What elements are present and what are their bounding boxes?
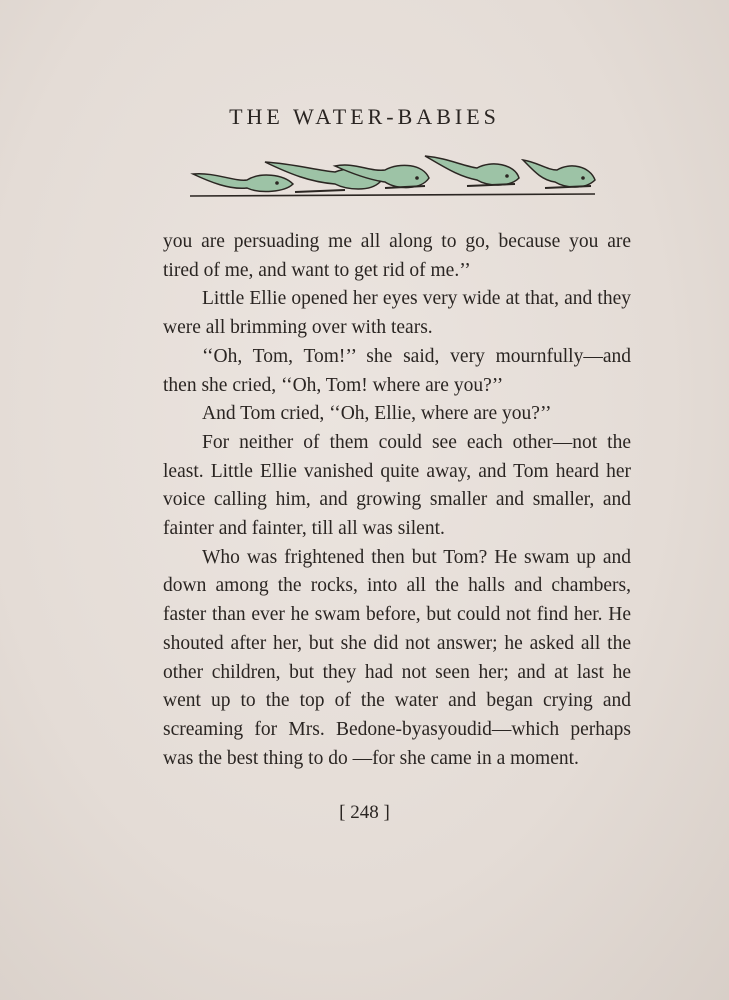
tadpole-icon <box>523 160 595 188</box>
tadpole-border-ornament-icon <box>185 152 605 202</box>
page-number: [ 248 ] <box>339 802 390 823</box>
paragraph: For neither of them could see each other—not the least. Little Ellie vanished quite away, and Tom heard her voice calling him, and growing smaller and smaller, and fainter and fainter, till all was silent. <box>163 431 631 540</box>
body-text <box>163 228 631 773</box>
paragraph: you are persuading me all along to go, because you are tired of me, and want to get rid of me.’’ <box>163 231 631 281</box>
paragraph: ‘‘Oh, Tom, Tom!’’ she said, very mournfully—and then she cried, ‘‘Oh, Tom! where are you?’’ <box>163 345 631 396</box>
paragraph: Little Ellie opened her eyes very wide at that, and they were all brimming over with tears. <box>163 288 631 339</box>
paragraph: Who was frightened then but Tom? He swam up and down among the rocks, into all the halls and chambers, faster than ever he swam before, but could not find her. He shouted after her, but she did not answer; he asked all the other children, but they had not seen her; and at last he went up to the top of the water and began crying and screaming for Mrs. Bedone-byasyoudid—which perhaps was the best thing to do —for she came in a moment. <box>163 546 631 769</box>
tadpole-icon <box>193 174 293 192</box>
tadpole-icon <box>425 156 519 186</box>
running-title: THE WATER-BABIES <box>229 104 500 129</box>
paragraph: And Tom cried, ‘‘Oh, Ellie, where are you?’’ <box>202 403 552 425</box>
